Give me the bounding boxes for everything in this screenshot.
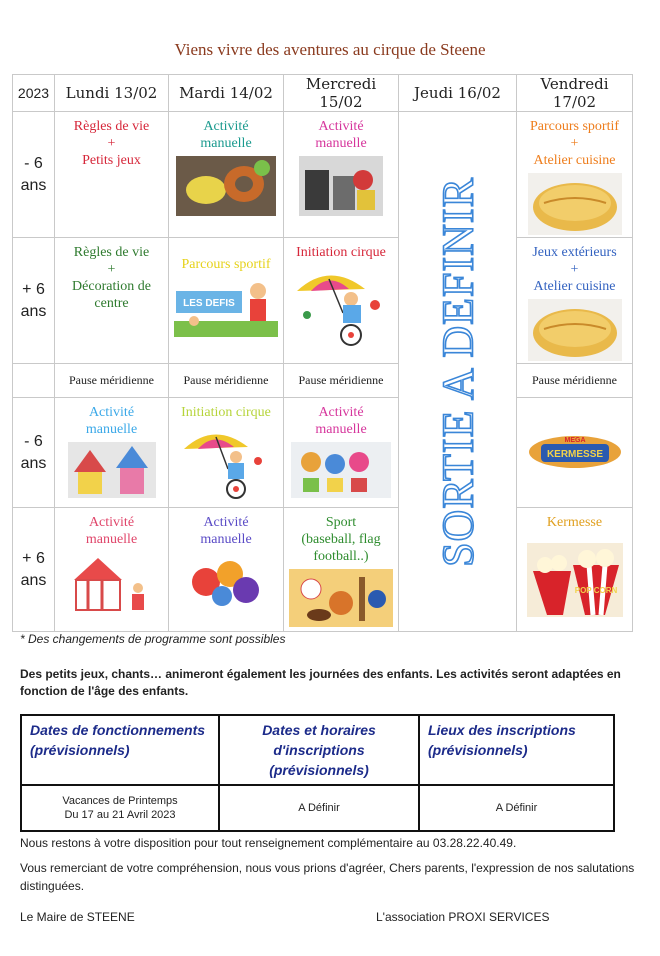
program-change-note: * Des changements de programme sont possibles — [20, 632, 286, 646]
activity-line: Activité — [203, 515, 249, 530]
row-pause — [13, 364, 633, 398]
activity-line: manuelle — [200, 532, 252, 547]
contact-text: Nous restons à votre disposition pour tout renseignement complémentaire au 03.28.22.40.49. — [20, 836, 517, 850]
activity-cell — [284, 238, 399, 364]
sortie-text: SORTIE A DEFINIR — [433, 176, 482, 567]
activity-cell — [517, 508, 633, 632]
lieux-value: A Définir — [419, 785, 614, 831]
popcorn-photo — [527, 543, 623, 617]
activity-cell — [169, 508, 284, 632]
activity-line: Sport — [325, 515, 357, 530]
activity-cell — [169, 238, 284, 364]
clown-unicycle-illustration — [289, 265, 393, 347]
sign-text: LES DEFIS — [183, 298, 235, 309]
signature-mayor: Le Maire de STEENE — [20, 910, 135, 924]
page-title: Viens vivre des aventures au cirque de Steene — [174, 40, 486, 59]
header-lieux-inscriptions: Lieux des inscriptions (prévisionnels) — [419, 715, 614, 785]
pause-cell: Pause méridienne — [284, 364, 399, 398]
row-morning-minus6 — [13, 112, 633, 238]
inscriptions-value-row — [21, 785, 614, 831]
day-header-mardi: Mardi 14/02 — [169, 75, 284, 112]
sortie-cell — [399, 112, 517, 632]
juggling-balls-photo — [184, 552, 268, 610]
day-header-jeudi: Jeudi 16/02 — [399, 75, 517, 112]
activity-line: manuelle — [85, 532, 138, 547]
activity-cell — [55, 238, 169, 364]
activity-line: + — [570, 136, 579, 151]
header-dates-inscriptions: Dates et horaires d'inscriptions (prévisionnels) — [219, 715, 419, 785]
age-label: + 6 ans — [13, 238, 55, 364]
activity-line: + — [107, 262, 116, 277]
popcorn-text: POP CORN — [574, 586, 617, 595]
closing-text: Vous remerciant de votre compréhension, nous vous prions d'agréer, Chers parents, l'expression de nos salutations distinguées. — [20, 861, 635, 893]
activity-line: Atelier cuisine — [533, 153, 616, 168]
activity-line: manuelle — [315, 136, 367, 151]
activity-line: Activité — [318, 405, 364, 420]
empty-cell — [13, 364, 55, 398]
activity-cell — [284, 112, 399, 238]
activity-line: Parcours sportif — [181, 257, 271, 272]
age-label: - 6 ans — [13, 398, 55, 508]
row-morning-plus6 — [13, 238, 633, 364]
activity-cell — [517, 112, 633, 238]
activity-line: Activité — [203, 119, 249, 134]
craft-photo — [299, 156, 383, 216]
activity-line: manuelle — [315, 422, 367, 437]
inscriptions-header-row — [21, 715, 614, 785]
inscriptions-table — [20, 714, 615, 832]
pause-cell: Pause méridienne — [517, 364, 633, 398]
mega-kermesse-banner — [527, 432, 623, 472]
pause-cell: Pause méridienne — [169, 364, 284, 398]
circus-craft-photo — [68, 442, 156, 498]
activity-line: Décoration de — [72, 279, 151, 294]
signature-association: L'association PROXI SERVICES — [376, 910, 550, 924]
activity-cell — [169, 112, 284, 238]
activity-line: centre — [94, 296, 129, 311]
activity-line: Initiation cirque — [181, 405, 271, 420]
intro-text: Des petits jeux, chants… animeront également les journées des enfants. Les activités seront adaptées en fonction de l'âge des enfants. — [20, 667, 621, 698]
activity-line: (baseball, flag — [301, 532, 381, 547]
age-label: - 6 ans — [13, 112, 55, 238]
activity-line: Petits jeux — [82, 153, 141, 168]
sports-equipment-photo — [289, 569, 393, 627]
activity-cell — [55, 112, 169, 238]
row-afternoon-minus6 — [13, 398, 633, 508]
day-header-vendredi: Vendredi 17/02 — [517, 75, 633, 112]
activity-line: manuelle — [200, 136, 252, 151]
kids-illustration — [174, 277, 278, 337]
period-cell — [21, 785, 219, 831]
period-line: Vacances de Printemps — [62, 795, 178, 807]
activity-cell — [284, 398, 399, 508]
crepe-photo — [528, 173, 622, 235]
activity-cell — [284, 508, 399, 632]
year-cell: 2023 — [13, 75, 55, 112]
activity-line: Initiation cirque — [296, 245, 386, 260]
activity-line: Activité — [318, 119, 364, 134]
row-afternoon-plus6 — [13, 508, 633, 632]
banner-main-text: KERMESSE — [546, 449, 603, 460]
schedule-table — [12, 74, 633, 632]
activity-line: Activité — [88, 405, 135, 420]
activity-line: Atelier cuisine — [533, 279, 616, 294]
header-dates-fonctionnement: Dates de fonctionnements (prévisionnels) — [21, 715, 219, 785]
activity-line: Règles de vie — [73, 245, 150, 260]
activity-cell — [55, 398, 169, 508]
activity-line: football..) — [313, 549, 369, 564]
activity-line: Activité — [88, 515, 135, 530]
craft-photo — [176, 156, 276, 216]
activity-line: + — [107, 136, 116, 151]
activity-line: Parcours sportif — [529, 119, 620, 134]
activity-cell — [55, 508, 169, 632]
activity-line: Règles de vie — [73, 119, 150, 134]
craft-wall-photo — [291, 442, 391, 498]
banner-top-text: MEGA — [564, 437, 585, 444]
activity-cell — [517, 238, 633, 364]
day-header-mercredi: Mercredi 15/02 — [284, 75, 399, 112]
activity-line: manuelle — [85, 422, 138, 437]
pause-cell: Pause méridienne — [55, 364, 169, 398]
circus-tent-craft-photo — [68, 552, 156, 614]
activity-cell — [169, 398, 284, 508]
activity-cell — [517, 398, 633, 508]
clown-unicycle-illustration — [178, 425, 274, 501]
period-line: Du 17 au 21 Avril 2023 — [64, 809, 176, 821]
crepe-photo — [528, 299, 622, 361]
activity-line: Jeux extérieurs — [532, 245, 617, 260]
schedule-header-row — [13, 75, 633, 112]
day-header-lundi: Lundi 13/02 — [55, 75, 169, 112]
dates-value: A Définir — [219, 785, 419, 831]
activity-line: + — [570, 262, 579, 277]
activity-line: Kermesse — [546, 515, 603, 530]
age-label: + 6 ans — [13, 508, 55, 632]
